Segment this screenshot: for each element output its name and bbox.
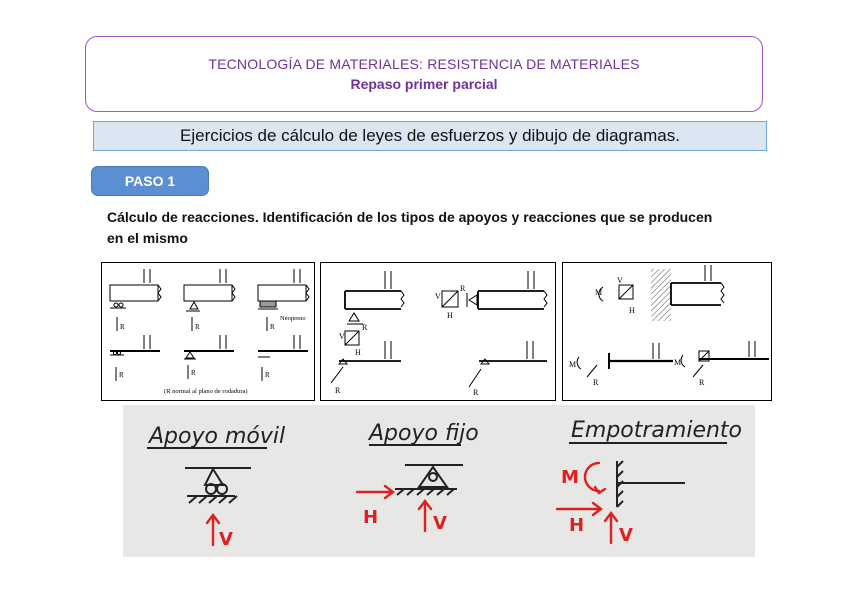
reaction-label: R bbox=[120, 323, 125, 331]
reaction-label: R bbox=[699, 378, 705, 387]
handwritten-v-label: V bbox=[619, 525, 633, 546]
vertical-label: V bbox=[435, 292, 441, 301]
horizontal-label: H bbox=[629, 306, 635, 315]
reaction-label: R bbox=[195, 323, 200, 331]
handwritten-title-fixed: Empotramiento bbox=[571, 418, 743, 443]
panel-caption: (R normal al plano de rodadura) bbox=[164, 388, 248, 395]
reaction-label: R bbox=[473, 388, 479, 397]
section-title: Ejercicios de cálculo de leyes de esfuerzos y dibujo de diagramas. bbox=[93, 121, 767, 151]
reaction-label: R bbox=[335, 386, 341, 395]
reaction-label: R bbox=[119, 371, 124, 379]
handwritten-title-pinned: Apoyo fijo bbox=[369, 421, 479, 446]
diagram-panel-fixed-support bbox=[562, 262, 772, 401]
handwritten-title-movable: Apoyo móvil bbox=[149, 424, 286, 449]
header-title: TECNOLOGÍA DE MATERIALES: RESISTENCIA DE MATERIALES bbox=[208, 56, 640, 72]
reaction-label: R bbox=[191, 369, 196, 377]
moment-label: M bbox=[595, 288, 603, 297]
horizontal-label: H bbox=[447, 311, 453, 320]
reaction-label: R bbox=[460, 284, 466, 293]
handwritten-v-label: V bbox=[219, 529, 233, 550]
whiteboard-photo bbox=[123, 405, 755, 557]
step-description: Cálculo de reacciones. Identificación de los tipos de apoyos y reacciones que se producen en el mismo bbox=[107, 209, 713, 246]
reaction-label: R bbox=[270, 323, 275, 331]
reaction-label: R bbox=[593, 378, 599, 387]
handwritten-h-label: H bbox=[363, 507, 379, 528]
handwritten-m-label: M bbox=[561, 467, 579, 488]
diagram-panel-pinned-supports bbox=[320, 262, 556, 401]
reaction-label: R bbox=[362, 323, 368, 332]
handwritten-h-label: H bbox=[569, 515, 585, 536]
moment-label: M bbox=[569, 360, 577, 369]
horizontal-label: H bbox=[355, 348, 361, 357]
reaction-label: R bbox=[265, 371, 270, 379]
moment-label: M bbox=[674, 358, 682, 367]
header-box bbox=[85, 36, 763, 112]
header-subtitle: Repaso primer parcial bbox=[350, 76, 498, 92]
step-button[interactable]: PASO 1 bbox=[91, 166, 209, 196]
neopreno-label: Neopreno bbox=[280, 315, 306, 322]
vertical-label: V bbox=[617, 276, 623, 285]
vertical-label: V bbox=[339, 332, 345, 341]
handwritten-v-label: V bbox=[433, 513, 447, 534]
diagram-panel-movable-supports bbox=[101, 262, 315, 401]
